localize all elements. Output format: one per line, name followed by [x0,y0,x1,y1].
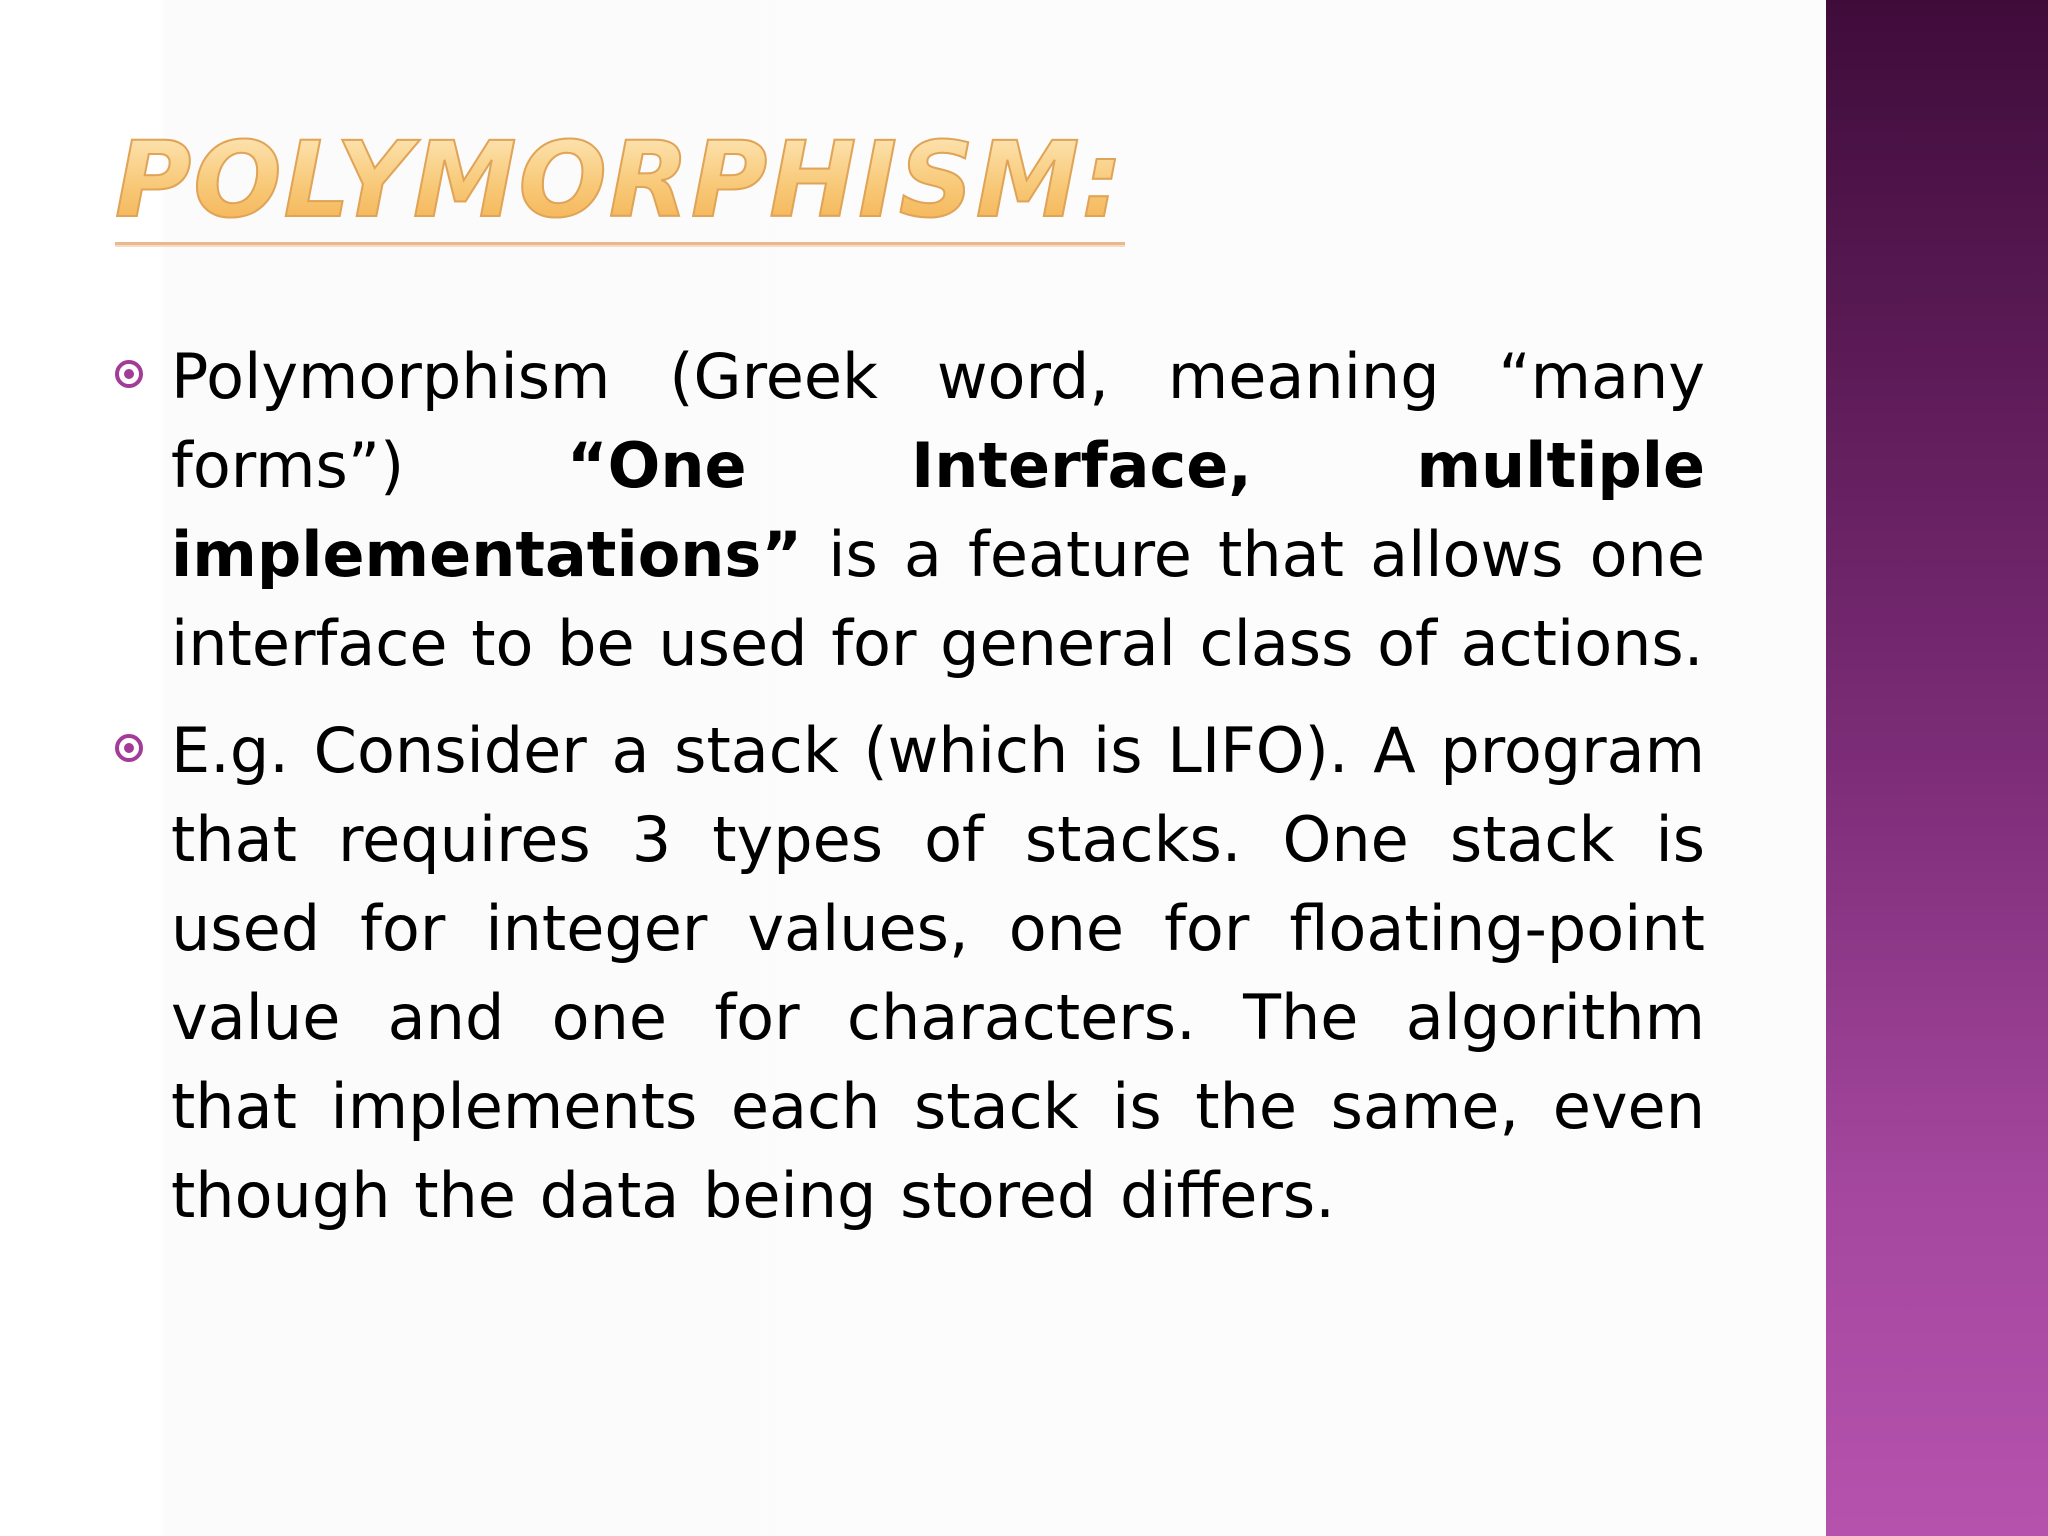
slide-title: POLYMORPHISM: [115,128,1125,245]
bullet-text-before: Polymorphism (Greek word, meaning “many forms”) [171,340,1705,502]
bullet-text-after: is a feature that allows one interface to be used for general class of actions. [171,518,1705,680]
decorative-side-band [1826,0,2048,1536]
bullet-item-polymorphism-definition [115,332,1705,688]
circle-dot-bullet-icon [115,360,143,388]
bullet-item-stack-example [115,706,1705,1240]
circle-dot-bullet-icon [115,734,143,762]
bullet-list [115,332,1705,1258]
bullet-text-bold: “One Interface, multiple implementations” [171,429,1706,591]
bullet-text: E.g. Consider a stack (which is LIFO). A program that requires 3 types of stacks. One stack is used for integer values, one for floating-point value and one for characters. The algorithm that implements each stack is the same, even though the data being stored differs. [171,714,1705,1232]
